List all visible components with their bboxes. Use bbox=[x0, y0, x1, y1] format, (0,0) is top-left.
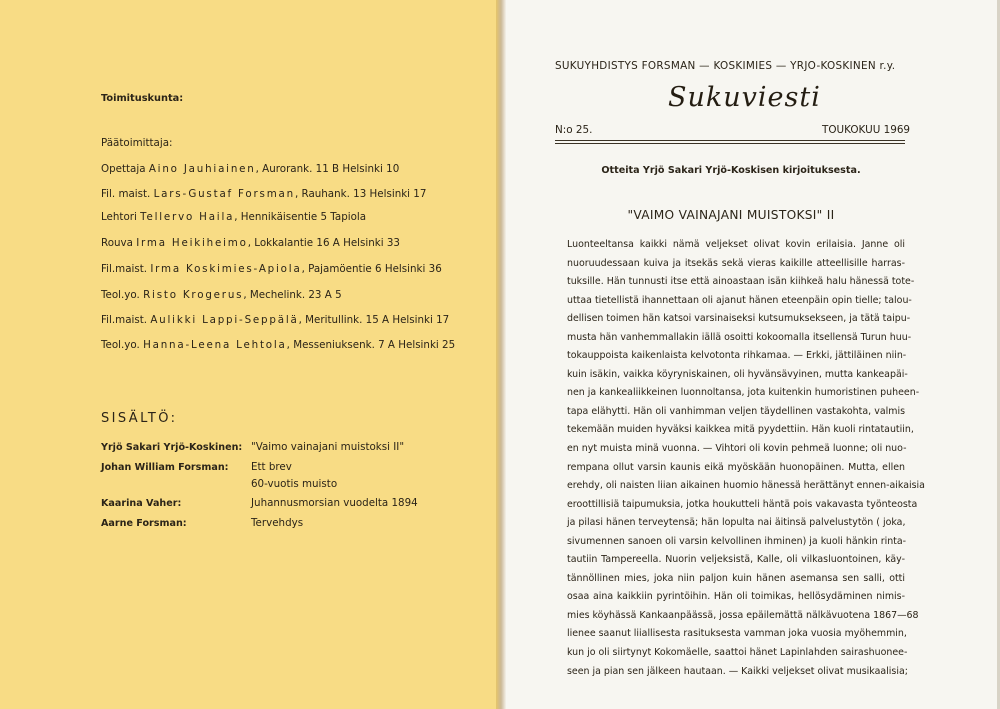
body-line: osaa aina kaikkiin pyrintöihin. Hän oli toimikas, hellösydäminen nimis- bbox=[567, 591, 905, 603]
header-rule bbox=[555, 140, 905, 141]
editor-title: Fil.maist. bbox=[101, 263, 151, 275]
contents-row bbox=[101, 441, 481, 453]
body-line: mies köyhässä Kankaanpäässä, jossa epäilemättä nälkävuotena 1867—68 bbox=[567, 609, 919, 621]
editor-title: Teol.yo. bbox=[101, 339, 144, 351]
body-line: Luonteeltansa kaikki nämä veljekset olivat kovin erilaisia. Janne oli bbox=[567, 239, 905, 250]
article-title: "VAIMO VAINAJANI MUISTOKSI" II bbox=[627, 208, 835, 222]
contents-row bbox=[101, 461, 481, 490]
contents-author: Yrjö Sakari Yrjö-Koskinen: bbox=[101, 442, 243, 453]
editor-name: Tellervo Haila bbox=[140, 211, 235, 223]
editor-title: Fil. maist. bbox=[101, 188, 154, 200]
editor-line bbox=[101, 163, 399, 175]
contents-title: "Vaimo vainajani muistoksi II" bbox=[251, 441, 405, 453]
body-line: en nyt muista minä vuonna. — Vihtori oli kovin pehmeä luonne; oli nuo- bbox=[567, 443, 907, 455]
editor-address: , Meritullink. 15 A Helsinki 17 bbox=[298, 314, 450, 326]
contents-title: Ett brev bbox=[251, 461, 292, 473]
editor-name: Aino Jauhiainen bbox=[148, 163, 256, 175]
article-subtitle: Otteita Yrjö Sakari Yrjö-Koskisen kirjoituksesta. bbox=[601, 165, 861, 176]
body-line: sivumennen sanoen oli varsin kelvollinen ihminen) ja kuoli hänkin rinta- bbox=[567, 535, 907, 547]
editor-name: Hanna-Leena Lehtola bbox=[143, 339, 287, 351]
body-line: dellisen toimen hän katsoi varsinaiseksi kutsumuksekseen, ja tätä taipu- bbox=[567, 313, 911, 325]
issue-date: TOUKOKUU 1969 bbox=[822, 124, 911, 136]
body-line: rempana ollut varsin kaunis eikä myöskään huonopäinen. Mutta, ellen bbox=[567, 461, 905, 473]
body-line: nen ja kankealiikkeinen luonnoltansa, jota kuitenkin humoristinen puheen- bbox=[567, 387, 920, 399]
body-line: tekemään muiden hyväksi kaikkea mitä pyydettiin. Hän kuoli rintatautiin, bbox=[567, 424, 914, 436]
editor-line bbox=[101, 263, 442, 275]
editor-address: , Hennikäisentie 5 Tapiola bbox=[234, 211, 367, 223]
editor-address: , Mechelink. 23 A 5 bbox=[243, 289, 342, 301]
editor-line bbox=[101, 314, 449, 326]
contents-title: 60-vuotis muisto bbox=[251, 478, 338, 490]
editor-address: , Rauhank. 13 Helsinki 17 bbox=[294, 188, 427, 200]
body-line: tännöllinen mies, joka niin paljon kuin hänen asemansa sen salli, otti bbox=[567, 572, 905, 584]
editor-title: Rouva bbox=[101, 237, 137, 249]
body-line: tapa elähytti. Hän oli vanhimman veljen täydellinen vastakohta, valmis bbox=[567, 405, 905, 417]
editor-name: Irma Koskimies-Apiola bbox=[150, 263, 302, 275]
contents-author: Johan William Forsman: bbox=[101, 462, 229, 473]
body-line: seen ja pian sen jälkeen hautaan. — Kaikki veljekset olivat musikaalisia; bbox=[567, 665, 908, 677]
body-line: eroottillisiä taipumuksia, jotka houkutteli häntä pois vakavasta työnteosta bbox=[567, 498, 918, 510]
society-header: SUKUYHDISTYS FORSMAN — KOSKIMIES — YRJO-KOSKINEN r.y. bbox=[555, 60, 896, 72]
contents-heading: SISÄLTÖ: bbox=[101, 411, 178, 426]
editor-address: , Messeniuksenk. 7 A Helsinki 25 bbox=[286, 339, 456, 351]
body-line: tokauppoista kaikenlaista kelvotonta rihkamaa. — Erkki, jättiläinen niin- bbox=[567, 350, 907, 362]
editor-address: , Pajamöentie 6 Helsinki 36 bbox=[301, 263, 442, 275]
editor-name: Risto Krogerus bbox=[143, 289, 244, 301]
editor-title: Opettaja bbox=[101, 163, 149, 175]
body-line: uttaa tietellistä ihannettaan oli ajanut hänen eteenpäin opin tielle; talou- bbox=[567, 294, 912, 306]
body-line: tuksille. Hän tunnusti itse että ainoastaan isän kiihkeä halu hänessä tote- bbox=[567, 276, 915, 288]
contents-title: Tervehdys bbox=[251, 517, 304, 529]
contents-author: Aarne Forsman: bbox=[101, 518, 187, 529]
body-line: ja pilasi hänen terveytensä; hän lopulta nai äitinsä palvelustytön ( joka, bbox=[567, 517, 906, 529]
editor-line bbox=[101, 289, 342, 301]
editor-name: Aulikki Lappi-Seppälä bbox=[150, 314, 299, 326]
editor-address: , Lokkalantie 16 A Helsinki 33 bbox=[247, 237, 400, 249]
body-line: erehdy, oli naisten liian aikainen huomio hänessä herättänyt ennen-aikaisia bbox=[567, 480, 925, 492]
issue-number: N:o 25. bbox=[555, 124, 593, 136]
editor-title: Lehtori bbox=[101, 211, 141, 223]
editor-title: Fil.maist. bbox=[101, 314, 151, 326]
editor-name: Lars-Gustaf Forsman bbox=[153, 188, 295, 200]
editor-address: , Aurorank. 11 B Helsinki 10 bbox=[255, 163, 400, 175]
body-line: nuoruudessaan kuiva ja itsekäs sekä vieras kaikille atteellisille harras- bbox=[567, 257, 905, 269]
editor-title: Teol.yo. bbox=[101, 289, 144, 301]
body-line: kun jo oli siirtynyt Kokomäelle, saattoi hänet Lapinlahden sairashuonee- bbox=[567, 647, 908, 659]
contents-title: Juhannusmorsian vuodelta 1894 bbox=[251, 497, 418, 509]
body-line: lienee saanut liiallisesta rasituksesta vamman joka vuosia myöhemmin, bbox=[567, 628, 907, 640]
editor-line bbox=[101, 188, 426, 200]
body-line: musta hän vanhemmallakin iällä osoitti kokoomalla itsellensä Turun huu- bbox=[567, 331, 912, 343]
book-spine bbox=[496, 0, 506, 709]
body-line: kuin isäkin, vaikka köyryniskainen, oli hyvänsävyinen, mutta kankeapäi- bbox=[567, 368, 908, 380]
article-body bbox=[567, 236, 925, 681]
editor-line bbox=[101, 211, 366, 223]
toimituskunta-heading: Toimituskunta: bbox=[101, 93, 184, 104]
editor-line bbox=[101, 237, 400, 249]
contents-row bbox=[101, 517, 481, 529]
header-rule bbox=[555, 143, 905, 144]
editor-name: Irma Heikiheimo bbox=[136, 237, 248, 249]
body-line: tautiin Tampereella. Nuorin veljeksistä, Kalle, oli vilkasluontoinen, käy- bbox=[567, 554, 905, 566]
masthead-title: Sukuviesti bbox=[668, 82, 821, 113]
contents-author: Kaarina Vaher: bbox=[101, 498, 182, 509]
paatoimittaja-label: Päätoimittaja: bbox=[101, 137, 173, 149]
editor-line bbox=[101, 339, 455, 351]
contents-row bbox=[101, 497, 481, 509]
